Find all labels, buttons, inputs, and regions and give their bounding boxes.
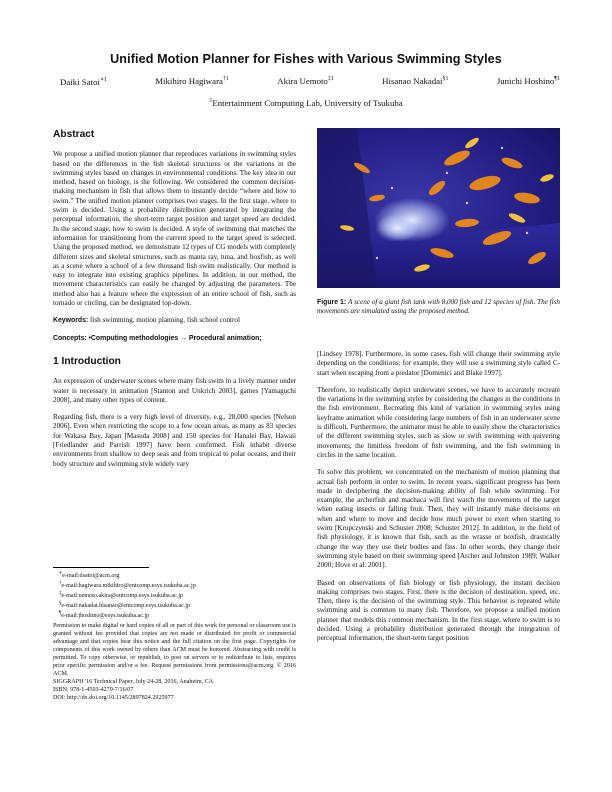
body-paragraph: Based on observations of fish biology or fish physiology, the instant decision making comprises two stages. First, there is the decision of destination, speed, etc. Then, there is the decision of the swimming style. This behavior is repeated while swimming and is common to many fish. Therefore, we propose a unified motion planner that models this common mechanism. In the first stage, where to swim is to decided. Using a probability distribution generated through the integration of perceptual information, the short-term target position xyxy=(317,578,560,643)
figure-fish-tank-image xyxy=(317,128,560,288)
author: Mikihiro Hagiwara$^{\dagger 1}$ xyxy=(155,76,229,86)
introduction-heading: 1 Introduction xyxy=(53,355,121,367)
footnote: ¶e-mail:jhoshino@esys.tsukuba.ac.jp xyxy=(59,611,150,620)
footnote: ∗e-mail:dsatoi@acm.org xyxy=(59,571,120,580)
author: Daiki Satoi$^{∗1}$ xyxy=(60,76,107,87)
right-column xyxy=(317,350,560,652)
footnotes xyxy=(53,567,296,702)
paper-title: Unified Motion Planner for Fishes with Various Swimming Styles xyxy=(110,52,502,66)
left-column xyxy=(53,124,296,477)
ccs-concepts: Concepts: •Computing methodologies → Procedural animation; xyxy=(53,334,262,342)
author-list xyxy=(60,76,560,87)
isbn-line: ISBN: 978-1-4503-4279-7/16/07 xyxy=(53,687,134,694)
doi-line: DOI: http://dx.doi.org/10.1145/2897824.2925977 xyxy=(53,695,174,702)
keywords: Keywords: fish swimming, motion planning, fish school control xyxy=(53,316,240,325)
fish-tank-illustration xyxy=(317,128,560,288)
body-paragraph: [Lindsey 1978]. Furthermore, in some cases, fish will change their swimming style depending on the conditions; for example, they will use a swimming style called C-start when escaping from a predator [Domenici and Blake 1997]. xyxy=(317,350,560,377)
figure-caption: Figure 1: A scene of a giant fish tank with 8,000 fish and 12 species of fish. The fish movements are simulated using the proposed method. xyxy=(317,298,560,316)
footnote: †e-mail:hagiwara.mikihiro@entcomp.esys.tsukuba.ac.jp xyxy=(59,581,196,590)
body-paragraph: Therefore, to realistically depict underwater scenes, we have to accurately recreate the variations in the swimming styles by considering the changes in the conditions in the fish environment. Recreating this kind of variation in swimming styles using keyframe animation while considering large numbers of fish in an underwater scene is difficult. Furthermore, the animator must be able to easily show the characteristics of the different swimming styles, such as slow or swift swimming with quivering movements, the limitless freedom of fish swimming, and the fish swimming in circles in the same location. xyxy=(317,385,560,459)
footnote-rule xyxy=(53,567,149,568)
permission-notice: Permission to make digital or hard copies of all or part of this work for personal or classroom use is granted without fee provided that copies are not made or distributed for profit or commercial advantage and that copies bear this notice and the full citation on the first page. Copyrights for components of this work owned by others than ACM must be honored. Abstracting with credit is permitted. To copy otherwise, or republish, to post on servers or to redistribute to lists, requires prior specific permission and/or a fee. Request permissions from permissions@acm.org. © 2016 ACM. xyxy=(53,623,296,678)
intro-paragraph: An expression of underwater scenes where many fish swim in a lively manner under water is necessary in animation [Stanton and Unkrich 2003], games [Yamaguchi 2008], and many other types of content. xyxy=(53,377,296,404)
author: Akira Uemoto$^{\ddagger 1}$ xyxy=(277,76,334,86)
abstract-heading: Abstract xyxy=(53,129,95,140)
conference-line: SIGGRAPH '16 Technical Paper, July 24-28, 2016, Anaheim, CA xyxy=(53,679,214,686)
affiliation: $^1$Entertainment Computing Lab, University of Tsukuba xyxy=(209,98,403,108)
footnote: ‡e-mail:uemoto.akira@entcomp.esys.tsukuba.ac.jp xyxy=(59,591,183,600)
body-paragraph: To solve this problem, we concentrated on the mechanism of motion planning that actual fish perform in order to swim. In recent years, significant progress has been made in deciphering the decision-making ability of fish while swimming. For example, the archerfish and machaca will first watch the movements of the target when eating insects or falling fruit. Then, they will instantly make decisions on when and where to move and decide how much power to exert when starting to swim [Krupczynski and Schuster 2008; Schuster 2012]. In addition, in the field of fish physiology, it is known that fish, such as the wrasse or boxfish, drastically change the way they use their bodies and fins. In other words, they change their swimming style based on their swimming speed [Archer and Johnston 1989; Walker 2000; Hove et al. 2001]. xyxy=(317,468,560,570)
author: Junichi Hoshino$^{\P 1}$ xyxy=(496,76,560,86)
author: Hisanao Nakadai$^{\S 1}$ xyxy=(382,76,449,86)
abstract-text: We propose a unified motion planner that reproduces variations in swimming styles based on the differences in the fish skeletal structures or the variations in the swimming styles based on changes in environmental conditions. The key idea in our method, based on biology, is the following. We considered the common decision-making mechanism in fish that allows them to instantly decide “where and how to swim.” The unified motion planner comprises two stages. In the first stage, where to swim is decided. Using a probability distribution generated by integrating the perceptual information, the short-term target position and target speed are decided. In the second stage, how to swim is decided. A style of swimming that matches the information for transitioning from the current speed to the target speed is selected. Using the proposed method, we demonstrate 12 types of CG models with completely different sizes and skeletal structures, such as manta ray, tuna, and boxfish, as well as a scene where a school of a few thousand fish swim realistically. Our method is easy to integrate into existing graphics pipelines. In addition, in our method, the movement characteristics can easily be changed by adjusting the parameters. The method also has a feature where the expression of an entire school of fish, such as tornado or circling, can be designated top-down. xyxy=(53,150,296,308)
footnote: §e-mail:nakadai.hisanao@entcomp.esys.tsukuba.ac.jp xyxy=(59,601,191,610)
intro-paragraph: Regarding fish, there is a very high level of diversity, e.g., 28,000 species [Nelson 2006]. Even when restricting the scope to a few ocean areas, as many as 83 species for Wakasa Bay, Japan [Masuda 2008] and 150 species for Hanalei Bay, Hawaii [Friedlander and Parrish 1997] have been confirmed. Fish inhabit diverse environments from shallow to deep seas and from tropical to polar oceans, and their body structure and swimming style widely vary xyxy=(53,413,296,468)
